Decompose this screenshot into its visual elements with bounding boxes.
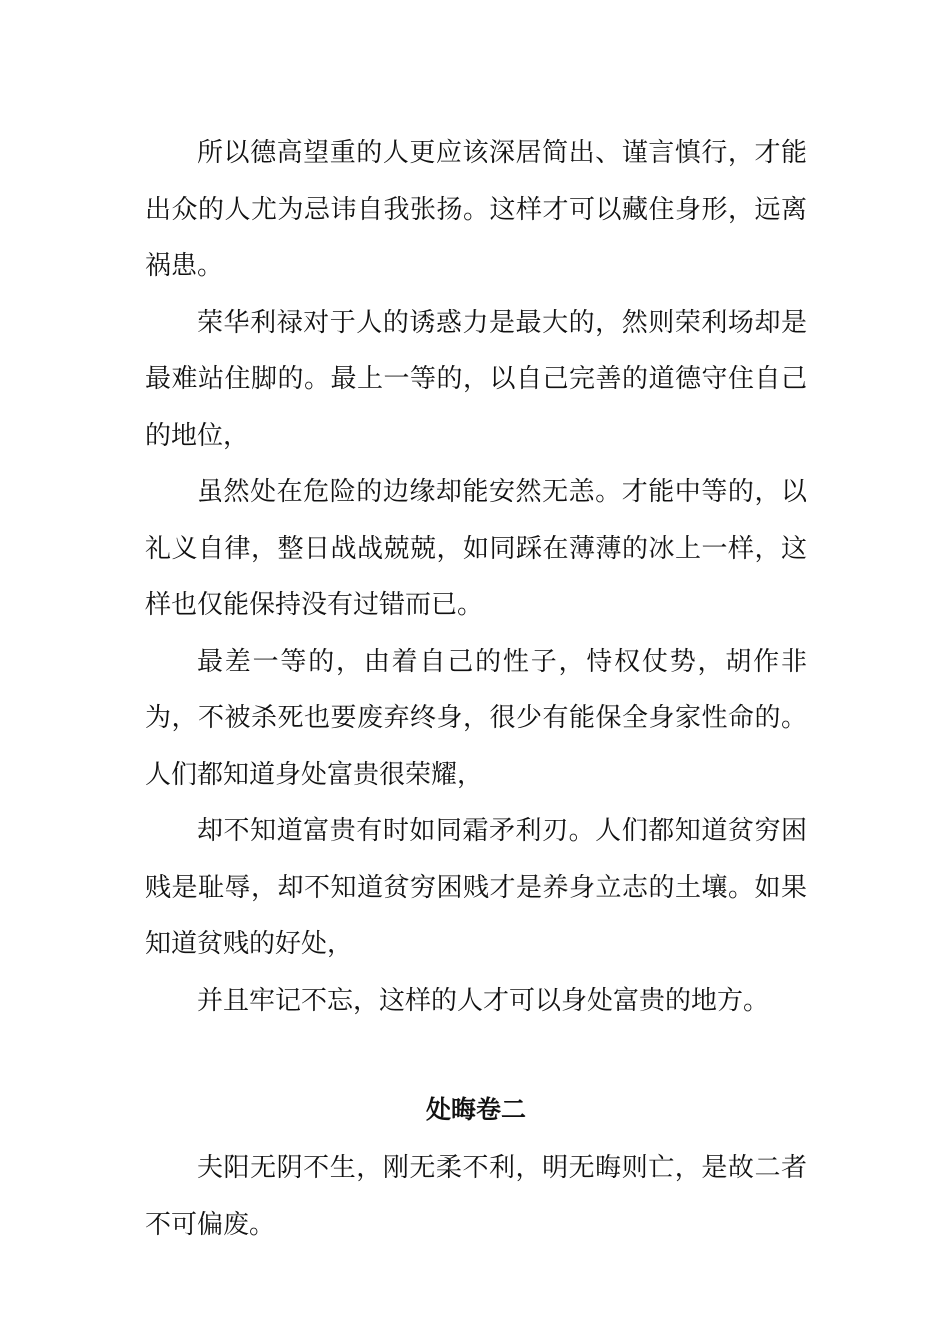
paragraph: 并且牢记不忘，这样的人才可以身处富贵的地方。	[197, 985, 770, 1016]
paragraph: 最差一等的，由着自己的性子，恃权仗势，胡作非为，不被杀死也要废弃终身，很少有能保全身家性命的。人们都知道身处富贵很荣耀，	[145, 646, 807, 790]
paragraph: 却不知道富贵有时如同霜矛利刃。人们都知道贫穷困贱是耻辱，却不知道贫穷困贱才是养身立志的土壤。如果知道贫贱的好处，	[145, 816, 807, 959]
paragraph: 所以德高望重的人更应该深居简出、谨言慎行，才能出众的人尤为忌讳自我张扬。这样才可以藏住身形，远离祸患。	[145, 138, 807, 281]
paragraph: 虽然处在危险的边缘却能安然无恙。才能中等的，以礼义自律，整日战战兢兢，如同踩在薄薄的冰上一样，这样也仅能保持没有过错而已。	[145, 477, 807, 620]
paragraph: 荣华利禄对于人的诱惑力是最大的，然则荣利场却是最难站住脚的。最上一等的，以自己完善的道德守住自己的地位，	[145, 307, 807, 451]
paragraph: 夫阳无阴不生，刚无柔不利，明无晦则亡，是故二者不可偏废。	[145, 1153, 807, 1240]
document-body	[145, 125, 807, 1253]
section-heading: 处晦卷二	[425, 1095, 526, 1124]
